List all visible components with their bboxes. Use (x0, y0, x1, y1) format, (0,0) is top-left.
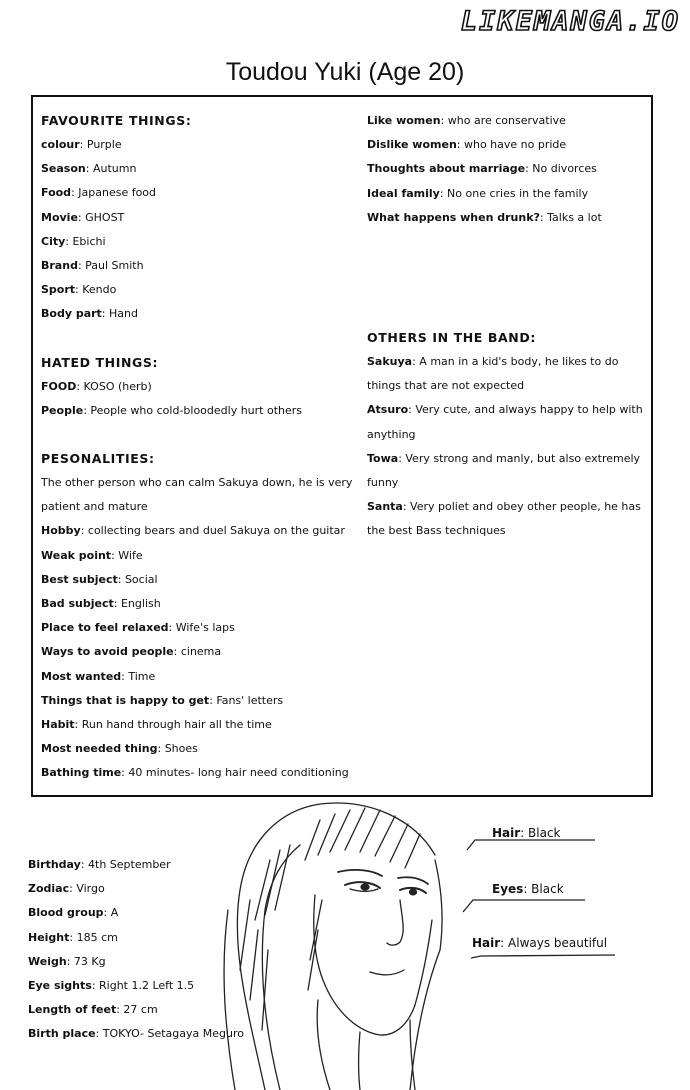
fav-item: Food: Japanese food (41, 186, 157, 200)
hated-item: FOOD: KOSO (herb) (41, 379, 152, 393)
personality-item: Most needed thing: Shoes (41, 742, 198, 756)
band-member: Towa: Very strong and manly, but also extremely funny (367, 451, 641, 490)
personality-item: Bathing time: 40 minutes- long hair need conditioning (41, 766, 349, 780)
personality-item: Most wanted: Time (41, 669, 156, 683)
stat-item: Blood group: A (28, 906, 119, 920)
character-portrait (210, 800, 490, 1090)
personalities-heading: PESONALITIES: (41, 451, 155, 467)
fav-item: Movie: GHOST (41, 210, 125, 224)
personality-item: Place to feel relaxed: Wife's laps (41, 621, 235, 635)
personality-item: Habit: Run hand through hair all the time (41, 718, 272, 732)
site-watermark: LIKEMANGA.IO (460, 6, 680, 37)
personality-item: Weak point: Wife (41, 548, 143, 562)
profile-stats (28, 853, 248, 1047)
callout-hair-color: Hair: Black (492, 826, 561, 840)
fav-item: Body part: Hand (41, 307, 138, 321)
relationship-item: What happens when drunk?: Talks a lot (367, 210, 602, 224)
hated-heading: HATED THINGS: (41, 354, 159, 370)
page-title: Toudou Yuki (Age 20) (225, 58, 465, 86)
personality-item: Bad subject: English (41, 597, 161, 611)
left-column (41, 109, 361, 786)
band-heading: OTHERS IN THE BAND: (367, 330, 536, 346)
stat-item: Birthday: 4th September (28, 858, 171, 871)
relationship-item: Ideal family: No one cries in the family (367, 186, 589, 200)
profile-box (31, 95, 653, 797)
favourite-heading: FAVOURITE THINGS: (41, 113, 192, 128)
band-member: Atsuro: Very cute, and always happy to help with anything (367, 403, 643, 441)
stat-item: Birth place: TOKYO- Setagaya Meguro (28, 1027, 244, 1041)
callout-eye-color: Eyes: Black (492, 882, 564, 896)
fav-item: Season: Autumn (41, 162, 137, 176)
callout-hair-quality: Hair: Always beautiful (472, 936, 608, 950)
fav-item: Sport: Kendo (41, 283, 117, 297)
stat-item: Eye sights: Right 1.2 Left 1.5 (28, 979, 195, 993)
relationship-item: Like women: who are conservative (367, 114, 566, 127)
stat-item: Weigh: 73 Kg (28, 954, 106, 968)
stat-item: Zodiac: Virgo (28, 882, 105, 896)
right-column (367, 109, 649, 544)
band-member: Sakuya: A man in a kid's body, he likes to do things that are not expected (367, 355, 619, 393)
personality-intro: The other person who can calm Sakuya down, he is very patient and mature (41, 476, 353, 514)
fav-item: Brand: Paul Smith (41, 259, 144, 273)
personality-item: Ways to avoid people: cinema (41, 645, 222, 659)
fav-item: colour: Purple (41, 138, 122, 151)
personality-item: Hobby: collecting bears and duel Sakuya on the guitar (41, 524, 345, 538)
fav-item: City: Ebichi (41, 234, 106, 248)
hated-item: People: People who cold-bloodedly hurt others (41, 403, 303, 417)
personality-item: Things that is happy to get: Fans' letters (41, 693, 284, 707)
personality-item: Best subject: Social (41, 572, 158, 586)
band-member: Santa: Very poliet and obey other people, he has the best Bass techniques (367, 500, 641, 538)
stat-item: Length of feet: 27 cm (28, 1003, 158, 1017)
stat-item: Height: 185 cm (28, 930, 118, 944)
relationship-item: Dislike women: who have no pride (367, 138, 567, 152)
relationship-item: Thoughts about marriage: No divorces (367, 162, 597, 176)
